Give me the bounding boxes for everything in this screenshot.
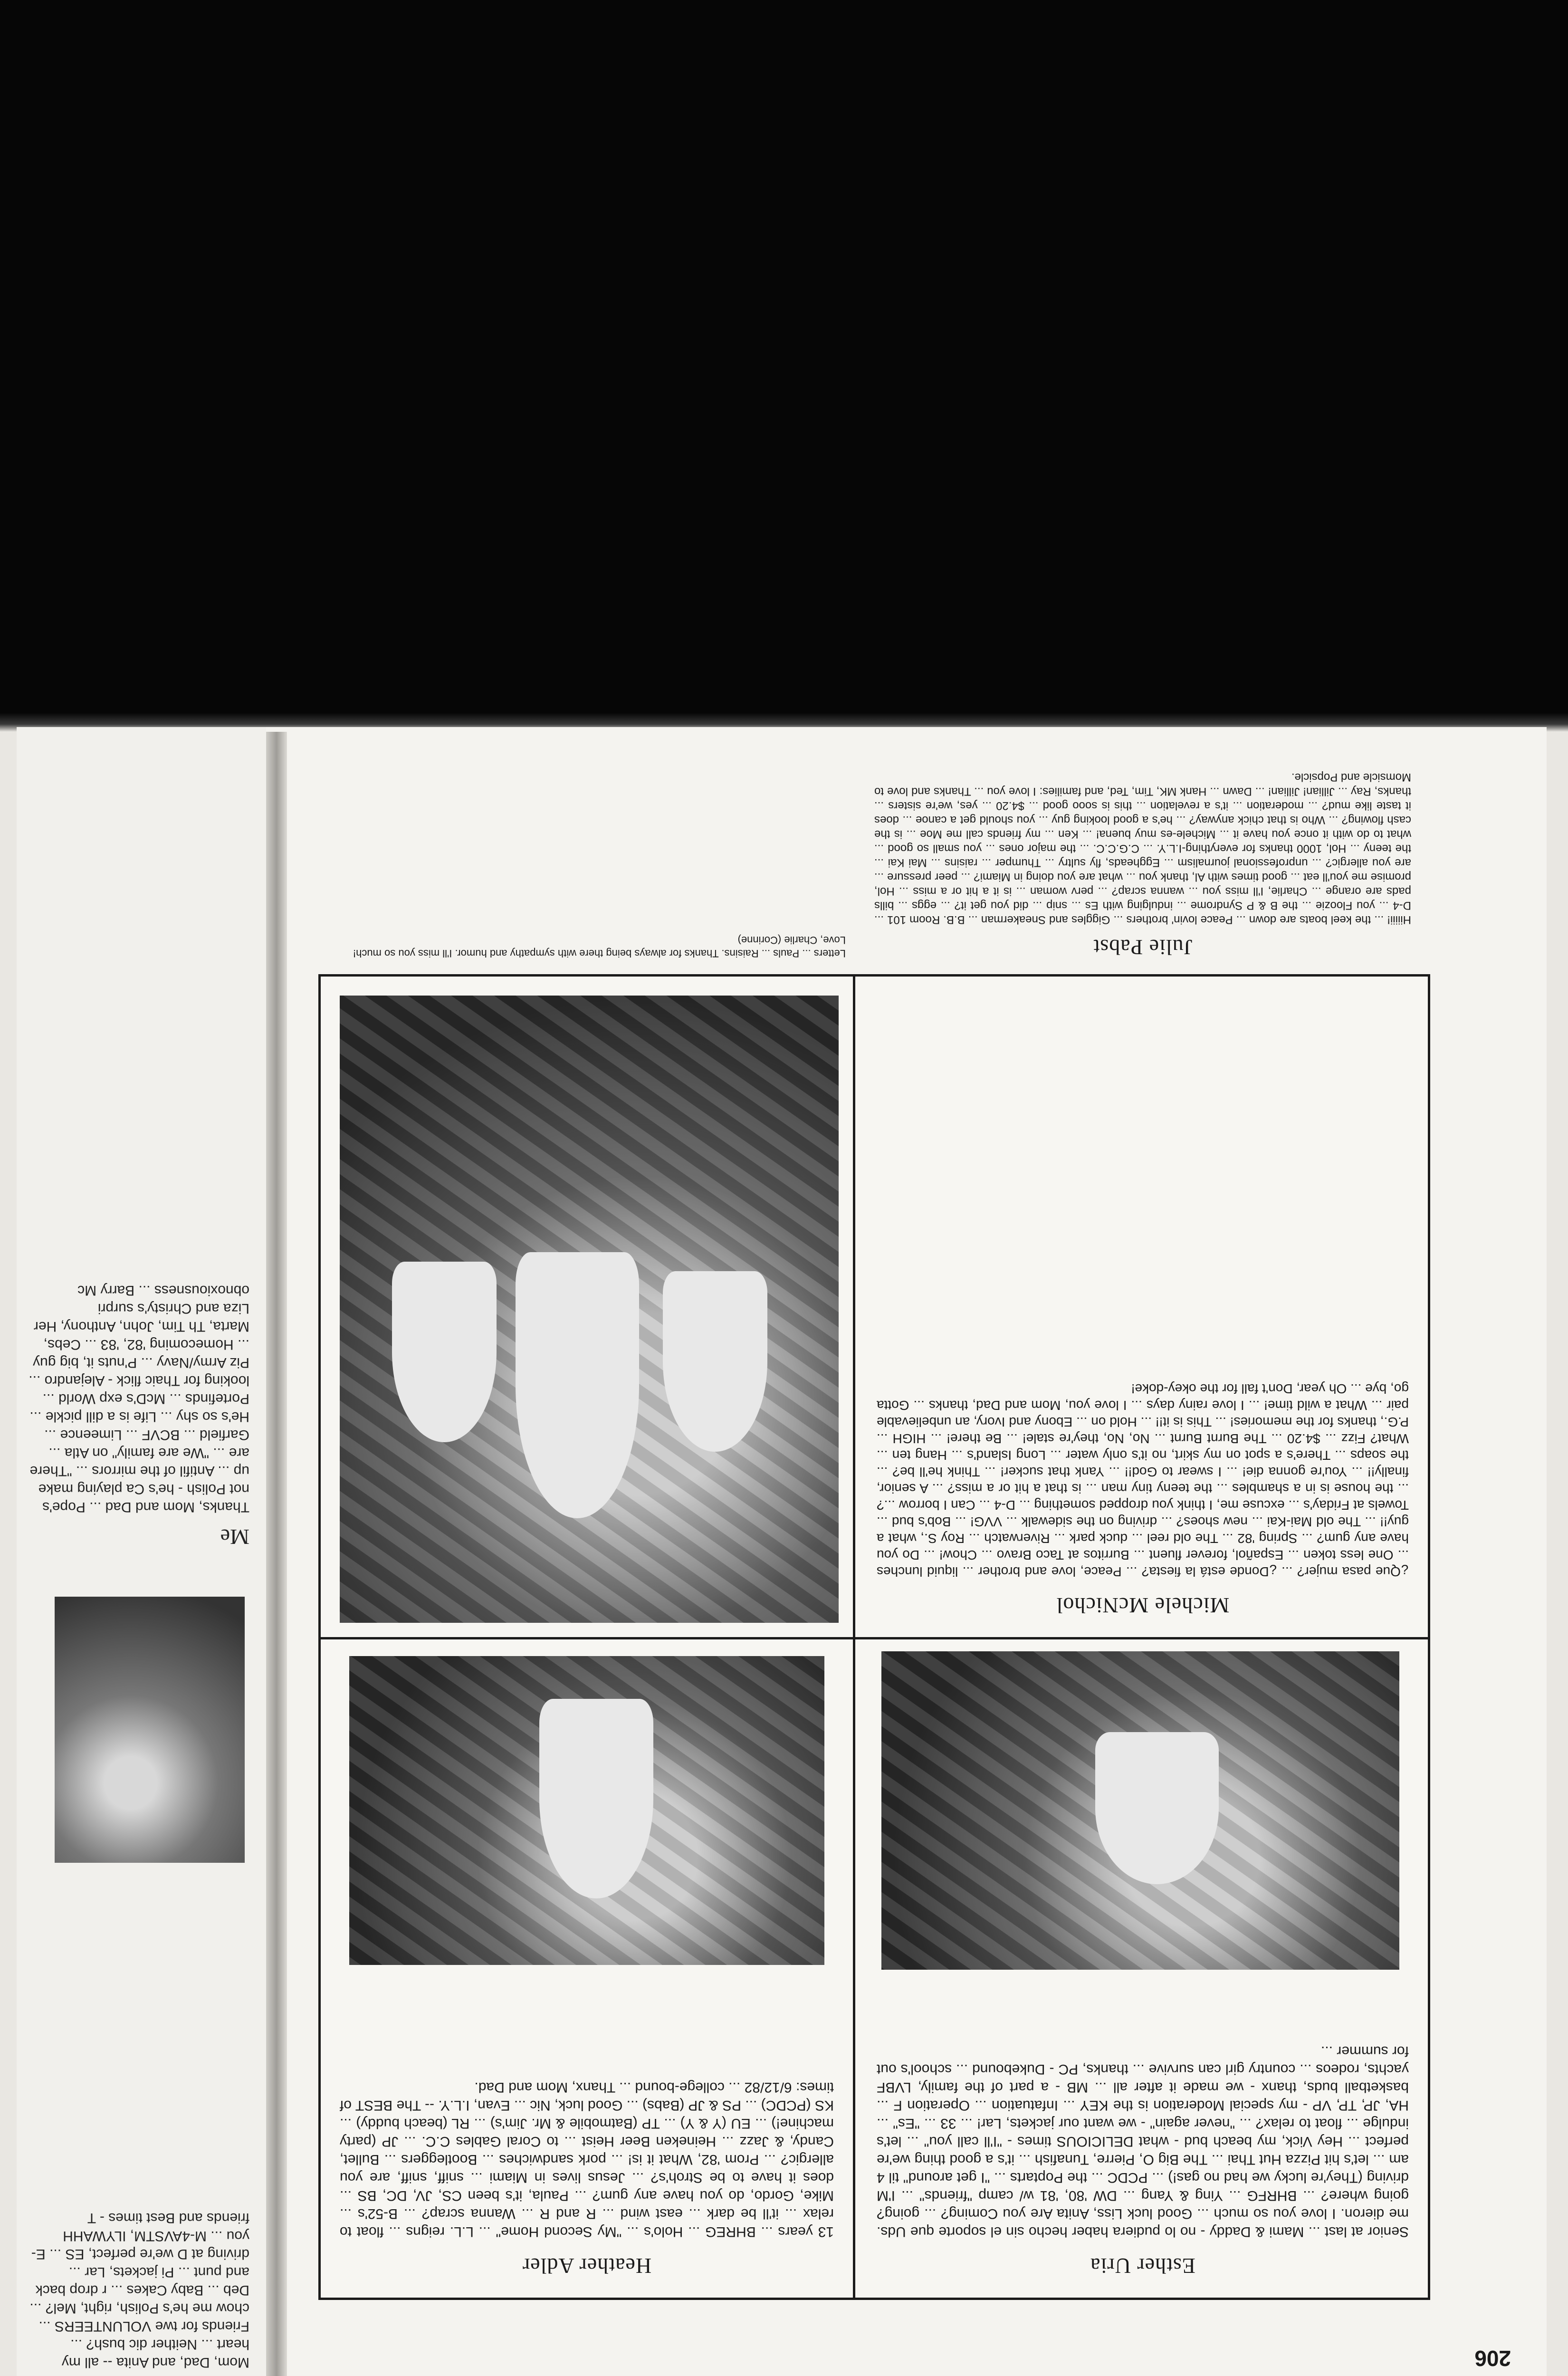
student-panel-heather bbox=[318, 1635, 855, 2300]
student-message: Senior at last ... Mami & Daddy - no lo pudiera haber hecho sin el soporte que Uds. me dieron. I love you so much ... Good luck Liss, Anita Are you Coming? ... going? going where? ... BHRFG ... Ying & Yang ... DW '80, '81 w/ camp "friends" ... I'M driving (They're lucky we had no gas!) ... PCDC ... the Poptarts ... "I get around" til 4 am ... let's hit Pizza Hut Thai ... The Big O, Pierre, Tunafish ... it's a good thing we're perfect ... Hey Vick, my beach bud - what DELICIOUS times - "I'll call you" ... let's indulge ... float to relax? ... "never again" - we want our jackets, Lar! ... 33 ... "Es" ... HA, JP, TP, VP - my special Moderation is the KEY ... Infatuation ... Operation F ... basketball buds, thanx - we made it after all ... MB - a part of the family, LVBF yachts, rodeos ... country girl can survive ... thanks, PC - Dukebound ... school's out for summer ... bbox=[877, 2043, 1409, 2240]
student-photo bbox=[881, 1651, 1399, 1970]
scanner-black-area bbox=[0, 0, 1568, 727]
page-fold-shadow bbox=[266, 732, 287, 2376]
student-panel-michele bbox=[851, 974, 1430, 1639]
facing-page-fragment bbox=[17, 841, 259, 2376]
facing-photo bbox=[55, 1597, 245, 1863]
photo-credit: Letters ... Pauls ... Raisins. Thanks for always being there with sympathy and humor. I'll miss you so much! Love, Charlie (Corinne) bbox=[353, 934, 846, 959]
senior-page-content bbox=[295, 746, 1539, 2376]
facing-text-top: Mom, Dad, and Anita -- all my heart ... Neither dic bush? ... Friends for twe VOLUNTEERS ... chow me he's Polish, right, Mel? ... Deb ... Baby Cakes ... r drop back and punt ... Pi jackets, Lar ... driving at D we're perfect, ES ... E-you ... M-4AVSTM, ILYWAHH friends and Best times - T bbox=[29, 2210, 249, 2370]
student-message: 13 years ... BHREG ... Holo's ... "My Second Home" ... L.L. reigns ... float to relax ... it'll be dark ... east wind ... R and R ... Wanna scrap? ... B-52's ... Mike, Gordo, do you have any gum? ... Paula, it's been CS, JV, DC, BS ... does it have to be Stroh's? ... Jesus lives in Miami ... sniff, sniff, are you allergic? ... Prom '82, What it is! ... pork sandwiches ... Bootleggers ... Bullet, Candy, & Jazz ... Heineken Beer Heist ... to Coral Gables C.C. ... JP (party machine!) ... EU (Y & Y) ... TP (Batmobile & Mr. Jim's) ... RL (beach buddy) ... KS (PCDC) ... PS & JP (Babs) ... Good luck, Nic ... Evan, I.L.Y. -- The BEST of times: 6/12/82 ... college-bound ... Thanx, Mom and Dad. bbox=[340, 2079, 834, 2240]
student-panel-esther bbox=[851, 1635, 1430, 2300]
student-name: Heather Adler bbox=[522, 2254, 652, 2278]
student-message: ¿Que pasa mujer? ... ¿Donde está la fiesta? ... Peace, love and brother ... liquid lunches ... One less token ... Español, forever fluent ... Burritos at Taco Bravo ... Chow! ... Do you have any gum? ... Spring '82 ... The old reel ... duck park ... Riverwatch ... Roy S., what a guy!! ... The old Mai-Kai ... new shoes? ... driving on the sidewalk ... VVG! ... Bob's bud ... Towels at Friday's ... excuse me, I think you dropped something ... D-4 ... Can I borrow ...? ... the house is in a shambles ... the teeny tiny man ... is that a hit or a miss? ... A senior, finally!! ... You're gonna die! ... I swear to God!! ... Yank that sucker! ... Think he'll be? ... the soaps ... There's a spot on my skirt, no it's only water ... Long Island's ... Hang ten ... What? Fizz ... $4.20 ... The Burnt Burnt ... No, No, they're stale! ... Be there! ... HIGH ... P.G., thanks for the memories! ... This is it!! ... Hold on ... Ebony and Ivory, an unbelievable pair ... What a wild time! ... I love rainy days ... I love you, Mom and Dad, thanks ... Gotta go, bye ... Oh year, Don't fall for the okey-doke! bbox=[877, 1381, 1409, 1579]
student-message: Hiiiii! ... the keel boats are down ... Peace lovin' brothers ... Giggles and Sneakerman ... B.B. Room 101 ... D-4 ... you Floozie ... the B & P Syndrome ... indulging with Es ... snip ... did you get it? ... eggs ... bills pads are orange ... Charlie, I'll miss you ... wanna scrap? ... perv woman ... is it a hit or a miss ... Hol, promise me you'll eat ... good times with Al, thank you ... what are you doing in Miami? ... peer pressure ... are you allergic? ... unprofessional journalism ... Eggheads, fly sultry ... Thumper ... raisins ... Mai Kai ... the teeny ... Hol, 1000 thanks for everything-I.L.Y. ... C.G.C.C. ... the major ones ... you small so good ... what to do with it once you have it ... Michele-es muy buena! ... Ken ... my friends call me Moe ... is the cash flowing? ... Who is that chick anyway? ... he's a good looking guy ... you should get a canoe ... does it taste like mud? ... moderation ... it's a revelation ... this is sooo good ... $4.20 ... yes, we're sisters ... thanks, Ray ... Jillian! Jillian! ... Dawn ... Hank MK, Tim, Ted, and families: I love you ... Thanks and love to Momsicle and Popsicle. bbox=[874, 771, 1411, 926]
student-photo bbox=[349, 1656, 824, 1965]
facing-text-bottom: Thanks, Mom and Dad ... Pope's not Polish - he's Ca playing make up ... Antifil of the mirrors ... "There are ... "We are family" on Atla ... Garfield ... BCVF ... Limeence ... He's so shy ... Life is a dill pickle ... Portefinds ... McD's exp World ... looking for Thaic flick - Alejandro ... Piz Army/Navy ... P'nuts it, big guy ... Homecoming '82, '83 ... Cebs, Marta, Th Tim, John, Anthony, Her Liza and Christy's surpri obnoxiousness ... Barry Mc bbox=[29, 1283, 249, 1515]
student-panel-julie bbox=[318, 974, 855, 1639]
student-name: Michele McNichol bbox=[1056, 1593, 1230, 1618]
student-name: Esther Uria bbox=[1090, 2254, 1195, 2278]
facing-heading-bottom: Me bbox=[220, 1525, 249, 1549]
student-name: Julie Pabst bbox=[1093, 935, 1193, 959]
page-number: 206 bbox=[1474, 2346, 1511, 2371]
group-photo bbox=[340, 996, 839, 1623]
